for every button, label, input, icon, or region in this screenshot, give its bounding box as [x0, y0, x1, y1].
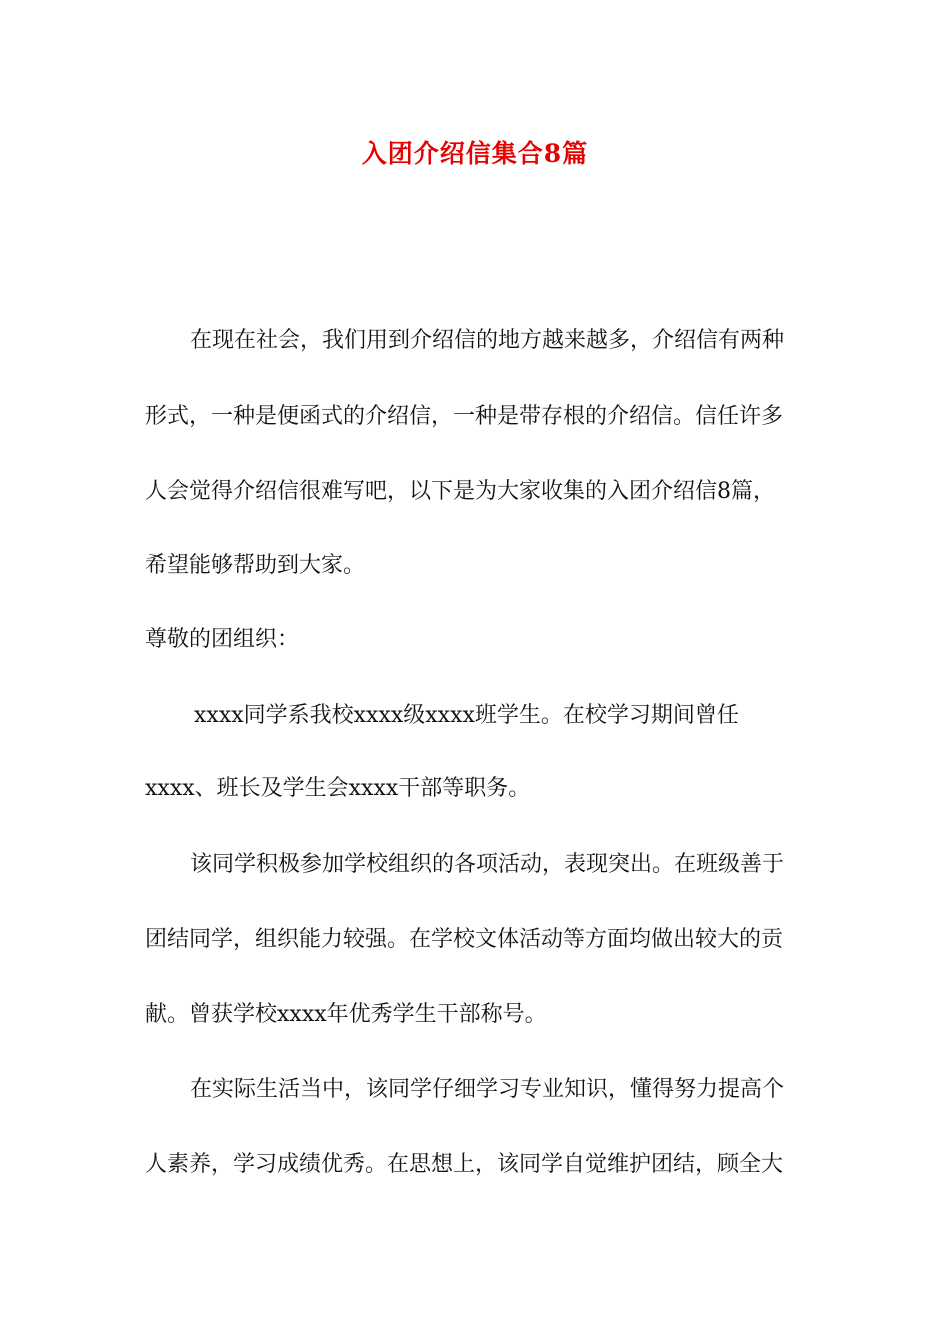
paragraph-line: 献。曾获学校xxxx年优秀学生干部称号。 — [145, 1002, 547, 1027]
paragraph-line: xxxx、班长及学生会xxxx干部等职务。 — [145, 776, 531, 801]
paragraph-line: 团结同学，组织能力较强。在学校文体活动等方面均做出较大的贡 — [145, 927, 784, 952]
document-title: 入团介绍信集合8篇 — [361, 139, 589, 168]
paragraph-line: 该同学积极参加学校组织的各项活动，表现突出。在班级善于 — [190, 852, 785, 877]
paragraph-line: 在现在社会，我们用到介绍信的地方越来越多，介绍信有两种 — [190, 328, 785, 353]
paragraph-line: 人素养，学习成绩优秀。在思想上，该同学自觉维护团结，顾全大 — [145, 1152, 784, 1177]
paragraph-line: 人会觉得介绍信很难写吧，以下是为大家收集的入团介绍信8篇， — [145, 479, 775, 504]
paragraph-line: 形式，一种是便函式的介绍信，一种是带存根的介绍信。信任许多 — [145, 404, 784, 429]
paragraph-line: 希望能够帮助到大家。 — [145, 553, 366, 578]
paragraph-line: 在实际生活当中，该同学仔细学习专业知识，懂得努力提高个 — [190, 1077, 785, 1102]
salutation-line: 尊敬的团组织： — [145, 627, 300, 652]
paragraph-line: xxxx同学系我校xxxx级xxxx班学生。在校学习期间曾任 — [194, 703, 739, 728]
